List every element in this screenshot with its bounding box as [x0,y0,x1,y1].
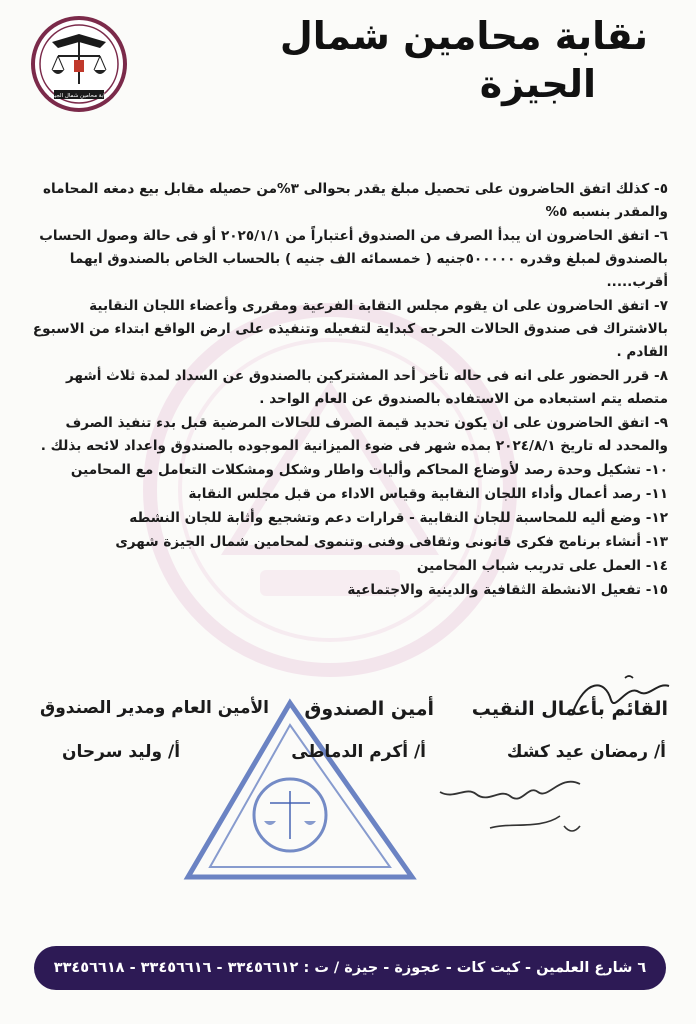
acting-head-name: أ/ رمضان عيد كشك [506,742,666,762]
list-item: ١١- رصد أعمال وأداء اللجان النقابية وقياس الاداء من قبل مجلس النقابة [188,486,668,502]
union-name-line1: نقابة محامين شمال [279,14,648,58]
logo-caption: نقابة محامين شمال الجيزة [48,93,110,99]
acting-head-title: القائم بأعمال النقيب [471,698,668,720]
union-name-line2: الجيزة [479,62,596,106]
list-item: ٨- قرر الحضور على انه فى حاله تأخر أحد المشتركين بالصندوق عن السداد لمدة ثلاث أشهر متصله يتم استبعاده من الاستفاده بالصندوق عن العام الواحد . [65,368,668,407]
secretary-name: أ/ وليد سرحان [62,742,181,762]
list-item: ١٢- وضع أليه للمحاسبة للجان النقابية - قرارات دعم وتشجيع وأثابة للجان النشطه [129,510,668,526]
list-item: ١٥- تفعيل الانشطة الثقافية والدينية والاجتماعية [347,582,668,598]
list-item: ٧- اتفق الحاضرون على ان يقوم مجلس النقابة الفرعية ومقررى وأعضاء اللجان النقابية بالاشتراك فى صندوق الحالات الحرجه كبداية لتفعيله وتنفيذه على ارض الواقع ابتداء من الاسبوع القادم . [32,298,668,360]
official-stamp-icon [180,695,420,885]
treasurer-title: أمين الصندوق [304,698,434,720]
union-logo-icon [30,12,128,116]
list-item: ١٤- العمل على تدريب شباب المحامين [416,558,668,574]
list-item: ٩- اتفق الحاضرون على ان يكون تحديد قيمة الصرف للحالات المرضية قبل بدء تنفيذ الصرف والمحدد له تاريخ ٢٠٢٤/٨/١ بمده شهر فى ضوء الميزانية الموجوده بالصندوق واعداد لائحه بذلك . [40,415,668,454]
secretary-title: الأمين العام ومدير الصندوق [40,698,270,718]
footer-address-bar: ٦ شارع العلمين - كيت كات - عجوزة - جيزة / ت : ٣٣٤٥٦٦١٢ - ٣٣٤٥٦٦١٦ - ٣٣٤٥٦٦١٨ [34,946,666,990]
list-item: ٦- اتفق الحاضرون ان يبدأ الصرف من الصندوق أعتباراً من ٢٠٢٥/١/١ أو فى حالة وصول الحساب بالصندوق لمبلغ وقدره ٥٠٠٠٠٠جنيه ( خمسمائه الف جنيه ) بالحساب الخاص بالصندوق ايهما أقرب..... [39,228,668,290]
treasurer-name: أ/ أكرم الدماطى [291,742,426,762]
secretary-signature-icon [430,770,590,840]
decisions-list [28,178,668,603]
list-item: ٥- كذلك اتفق الحاضرون على تحصيل مبلغ يقدر بحوالى ٣%من حصيله مقابل بيع دمغه المحاماه والمقدر بنسبه ٥% [43,181,668,220]
list-item: ١٣- أنشاء برنامج فكرى قانونى وثقافى وفنى وتنموى لمحامين شمال الجيزة شهرى [115,534,668,550]
list-item: ١٠- تشكيل وحدة رصد لأوضاع المحاكم وأليات واطار وشكل ومشكلات التعامل مع المحامين [70,462,668,478]
